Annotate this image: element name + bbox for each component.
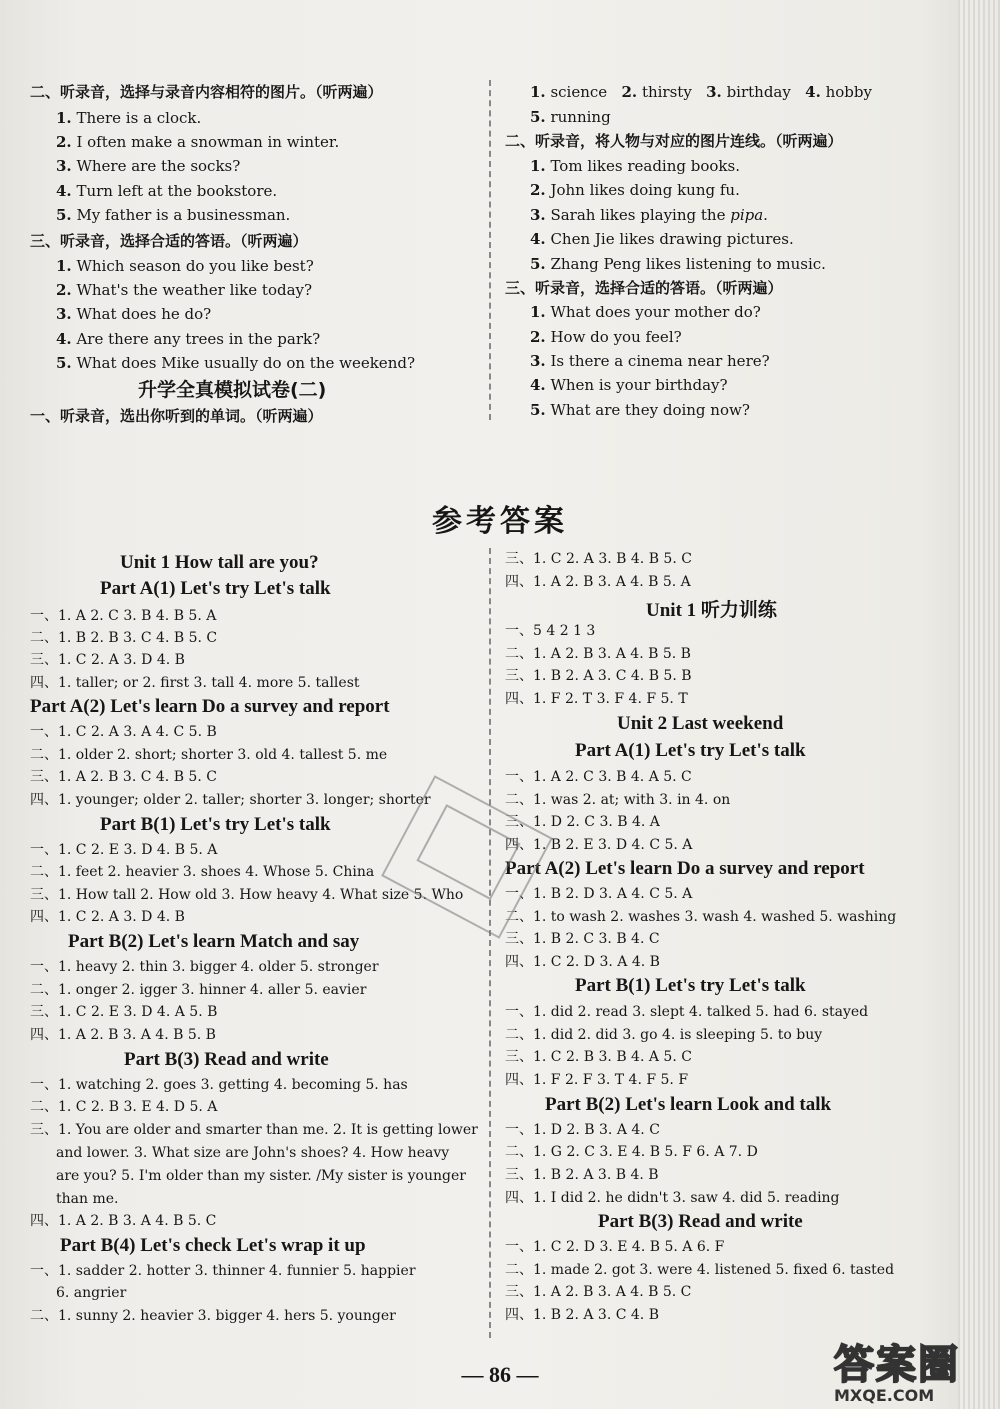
left-sec3-item-1: 1. Which season do you like best? <box>56 257 314 275</box>
watermark-logo <box>834 1333 994 1403</box>
b3-line-5: are you? 5. I'm older than my sister. /My sister is younger <box>56 1168 466 1184</box>
u1-listen-line-2: 二、1. A 2. B 3. A 4. B 5. B <box>505 646 691 662</box>
column-divider-top <box>489 80 491 420</box>
b4-title: Part B(4) Let's check Let's wrap it up <box>60 1235 366 1256</box>
b2-line-3: 三、1. C 2. E 3. D 4. A 5. B <box>30 1004 218 1020</box>
right-sec3-item-2: 2. How do you feel? <box>530 328 682 346</box>
u2-b2-title: Part B(2) Let's learn Look and talk <box>545 1094 832 1115</box>
left-sec2-title: 二、听录音，选择与录音内容相符的图片。（听两遍） <box>30 83 383 101</box>
u2-a1-title: Part A(1) Let's try Let's talk <box>575 740 806 761</box>
b1-line-1: 一、1. C 2. E 3. D 4. B 5. A <box>30 842 218 858</box>
b3-line-6: than me. <box>56 1191 119 1207</box>
left-sec2-item-4: 4. Turn left at the bookstore. <box>56 182 278 200</box>
u2-a1-line-3: 三、1. D 2. C 3. B 4. A <box>505 814 660 830</box>
right-sec3-item-3: 3. Is there a cinema near here? <box>530 352 770 370</box>
right-sec2-title: 二、听录音，将人物与对应的图片连线。（听两遍） <box>505 132 843 150</box>
u2-b1-line-4: 四、1. F 2. F 3. T 4. F 5. F <box>505 1072 689 1088</box>
a2-title: Part A(2) Let's learn Do a survey and report <box>30 696 390 717</box>
u2-a2-line-1: 一、1. B 2. D 3. A 4. C 5. A <box>505 886 693 902</box>
b4-line-2: 6. angrier <box>56 1285 127 1301</box>
left-sec3-item-5: 5. What does Mike usually do on the weekend? <box>56 354 415 372</box>
b3-line-7: 四、1. A 2. B 3. A 4. B 5. C <box>30 1213 217 1229</box>
a1-line-3: 三、1. C 2. A 3. D 4. B <box>30 652 185 668</box>
u1-listen-line-3: 三、1. B 2. A 3. C 4. B 5. B <box>505 668 692 684</box>
b3-line-2: 二、1. C 2. B 3. E 4. D 5. A <box>30 1099 218 1115</box>
b2-line-4: 四、1. A 2. B 3. A 4. B 5. B <box>30 1027 216 1043</box>
b1-line-3: 三、1. How tall 2. How old 3. How heavy 4. What size 5. Who <box>30 887 464 903</box>
r-top-line-1: 三、1. C 2. A 3. B 4. B 5. C <box>505 551 692 567</box>
left-sec2-item-5: 5. My father is a businessman. <box>56 206 291 224</box>
b4-line-1: 一、1. sadder 2. hotter 3. thinner 4. funnier 5. happier <box>30 1263 416 1279</box>
unit2-title: Unit 2 Last weekend <box>617 713 784 734</box>
u2-a1-line-2: 二、1. was 2. at; with 3. in 4. on <box>505 792 731 808</box>
u2-a2-line-2: 二、1. to wash 2. washes 3. wash 4. washed 5. washing <box>505 909 897 925</box>
b1-line-2: 二、1. feet 2. heavier 3. shoes 4. Whose 5. China <box>30 864 375 880</box>
b3-line-1: 一、1. watching 2. goes 3. getting 4. becoming 5. has <box>30 1077 408 1093</box>
u2-b3-line-2: 二、1. made 2. got 3. were 4. listened 5. fixed 6. tasted <box>505 1262 895 1278</box>
answers-title: 参考答案 <box>432 504 568 539</box>
a2-line-2: 二、1. older 2. short; shorter 3. old 4. tallest 5. me <box>30 747 388 763</box>
u2-b2-line-2: 二、1. G 2. C 3. E 4. B 5. F 6. A 7. D <box>505 1144 758 1160</box>
book-edge <box>958 0 1000 1409</box>
a1-line-1: 一、1. A 2. C 3. B 4. B 5. A <box>30 608 217 624</box>
a2-line-4: 四、1. younger; older 2. taller; shorter 3. longer; shorter <box>30 792 431 808</box>
left-sec3-title: 三、听录音，选择合适的答语。（听两遍） <box>30 232 308 250</box>
exam-title: 升学全真模拟试卷(二) <box>138 379 327 401</box>
right-sec2-item-3: 3. Sarah likes playing the pipa. <box>530 206 768 224</box>
right-sec3-item-1: 1. What does your mother do? <box>530 303 761 321</box>
right-words-line1: 1. science 2. thirsty 3. birthday 4. hobby <box>530 83 872 101</box>
left-sec1-title: 一、听录音，选出你听到的单词。（听两遍） <box>30 407 323 425</box>
u2-b1-line-1: 一、1. did 2. read 3. slept 4. talked 5. had 6. stayed <box>505 1004 869 1020</box>
left-sec2-item-3: 3. Where are the socks? <box>56 157 241 175</box>
u2-a1-line-1: 一、1. A 2. C 3. B 4. A 5. C <box>505 769 692 785</box>
a2-line-1: 一、1. C 2. A 3. A 4. C 5. B <box>30 724 217 740</box>
unit1-title: Unit 1 How tall are you? <box>120 552 319 573</box>
b1-title: Part B(1) Let's try Let's talk <box>100 814 331 835</box>
u2-b1-line-3: 三、1. C 2. B 3. B 4. A 5. C <box>505 1049 692 1065</box>
right-sec2-item-5: 5. Zhang Peng likes listening to music. <box>530 255 826 273</box>
u2-a1-line-4: 四、1. B 2. E 3. D 4. C 5. A <box>505 837 693 853</box>
u2-b2-line-3: 三、1. B 2. A 3. B 4. B <box>505 1167 659 1183</box>
a1-line-2: 二、1. B 2. B 3. C 4. B 5. C <box>30 630 218 646</box>
u2-a2-line-3: 三、1. B 2. C 3. B 4. C <box>505 931 660 947</box>
logo-url: MXQE.COM <box>834 1386 935 1405</box>
a1-line-4: 四、1. taller; or 2. first 3. tall 4. more 5. tallest <box>30 675 360 691</box>
u1-listen-title: Unit 1 听力训练 <box>646 600 777 621</box>
u2-b1-title: Part B(1) Let's try Let's talk <box>575 975 806 996</box>
a2-line-3: 三、1. A 2. B 3. C 4. B 5. C <box>30 769 217 785</box>
u2-b3-line-1: 一、1. C 2. D 3. E 4. B 5. A 6. F <box>505 1239 725 1255</box>
right-sec2-item-1: 1. Tom likes reading books. <box>530 157 740 175</box>
column-divider-bottom <box>489 548 491 1338</box>
right-sec2-item-4: 4. Chen Jie likes drawing pictures. <box>530 230 794 248</box>
u2-b3-title: Part B(3) Read and write <box>598 1211 803 1232</box>
page-number: — 86 — <box>461 1362 539 1387</box>
a1-title: Part A(1) Let's try Let's talk <box>100 578 331 599</box>
left-sec3-item-3: 3. What does he do? <box>56 305 212 323</box>
u2-b1-line-2: 二、1. did 2. did 3. go 4. is sleeping 5. to buy <box>505 1027 823 1043</box>
b3-line-4: and lower. 3. What size are John's shoes? 4. How heavy <box>56 1145 450 1161</box>
u2-b3-line-4: 四、1. B 2. A 3. C 4. B <box>505 1307 659 1323</box>
u1-listen-line-4: 四、1. F 2. T 3. F 4. F 5. T <box>505 691 688 707</box>
b4-line-3: 二、1. sunny 2. heavier 3. bigger 4. hers 5. younger <box>30 1308 396 1324</box>
b1-line-4: 四、1. C 2. A 3. D 4. B <box>30 909 185 925</box>
u2-b2-line-4: 四、1. I did 2. he didn't 3. saw 4. did 5. reading <box>505 1190 840 1206</box>
u1-listen-line-1: 一、5 4 2 1 3 <box>505 623 596 639</box>
right-sec3-item-5: 5. What are they doing now? <box>530 401 750 419</box>
b2-title: Part B(2) Let's learn Match and say <box>68 931 360 952</box>
u2-b2-line-1: 一、1. D 2. B 3. A 4. C <box>505 1122 660 1138</box>
left-sec2-item-2: 2. I often make a snowman in winter. <box>56 133 340 151</box>
b3-title: Part B(3) Read and write <box>124 1049 329 1070</box>
right-words-line2: 5. running <box>530 108 611 126</box>
logo-text: 答案圈 <box>834 1342 960 1388</box>
right-sec2-item-2: 2. John likes doing kung fu. <box>530 181 740 199</box>
b2-line-2: 二、1. onger 2. igger 3. hinner 4. aller 5. eavier <box>30 982 367 998</box>
b2-line-1: 一、1. heavy 2. thin 3. bigger 4. older 5. stronger <box>30 959 379 975</box>
r-top-line-2: 四、1. A 2. B 3. A 4. B 5. A <box>505 574 691 590</box>
b3-line-3: 三、1. You are older and smarter than me. 2. It is getting lower <box>30 1122 478 1138</box>
left-sec3-item-4: 4. Are there any trees in the park? <box>56 330 321 348</box>
u2-a2-title: Part A(2) Let's learn Do a survey and report <box>505 858 865 879</box>
u2-a2-line-4: 四、1. C 2. D 3. A 4. B <box>505 954 660 970</box>
right-sec3-title: 三、听录音，选择合适的答语。（听两遍） <box>505 279 783 297</box>
right-sec3-item-4: 4. When is your birthday? <box>530 376 728 394</box>
u2-b3-line-3: 三、1. A 2. B 3. A 4. B 5. C <box>505 1284 692 1300</box>
left-sec2-item-1: 1. There is a clock. <box>56 109 202 127</box>
left-sec3-item-2: 2. What's the weather like today? <box>56 281 313 299</box>
